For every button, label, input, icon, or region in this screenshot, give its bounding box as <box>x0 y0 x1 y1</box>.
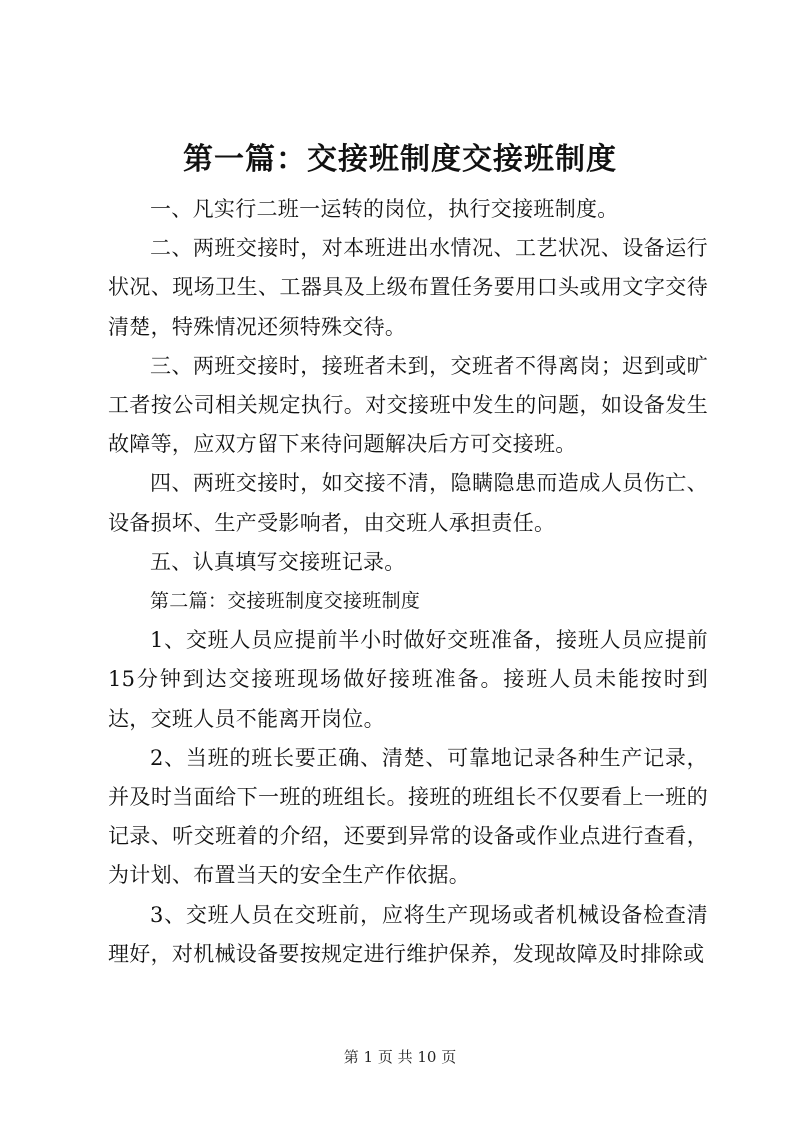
document-body <box>108 190 708 974</box>
paragraph-7: 2、当班的班长要正确、清楚、可靠地记录各种生产记录，并及时当面给下一班的班组长。接班的班组长不仅要看上一班的记录、听交班着的介绍，还要到异常的设备或作业点进行查看，为计划、布置当天的安全生产作依据。 <box>108 745 708 888</box>
paragraph-1: 一、凡实行二班一运转的岗位，执行交接班制度。 <box>150 197 619 221</box>
paragraph-2: 二、两班交接时，对本班进出水情况、工艺状况、设备运行状况、现场卫生、工器具及上级布置任务要用口头或用文字交待清楚，特殊情况还须特殊交待。 <box>108 236 708 339</box>
document-title: 第一篇：交接班制度交接班制度 <box>183 142 617 177</box>
paragraph-6: 1、交班人员应提前半小时做好交班准备，接班人员应提前15分钟到达交接班现场做好接班准备。接班人员未能按时到达，交班人员不能离开岗位。 <box>108 628 708 731</box>
page-number-footer: 第 1 页 共 10 页 <box>343 1048 457 1066</box>
section-heading-2: 第二篇：交接班制度交接班制度 <box>150 590 421 613</box>
paragraph-5: 五、认真填写交接班记录。 <box>150 549 406 574</box>
paragraph-8: 3、交班人员在交班前，应将生产现场或者机械设备检查清理好，对机械设备要按规定进行维护保养，发现故障及时排除或 <box>108 902 708 966</box>
paragraph-3: 三、两班交接时，接班者未到，交班者不得离岗；迟到或旷工者按公司相关规定执行。对交接班中发生的问题，如设备发生故障等，应双方留下来待问题解决后方可交接班。 <box>108 353 708 457</box>
paragraph-4: 四、两班交接时，如交接不清，隐瞒隐患而造成人员伤亡、设备损坏、生产受影响者，由交班人承担责任。 <box>108 471 708 535</box>
